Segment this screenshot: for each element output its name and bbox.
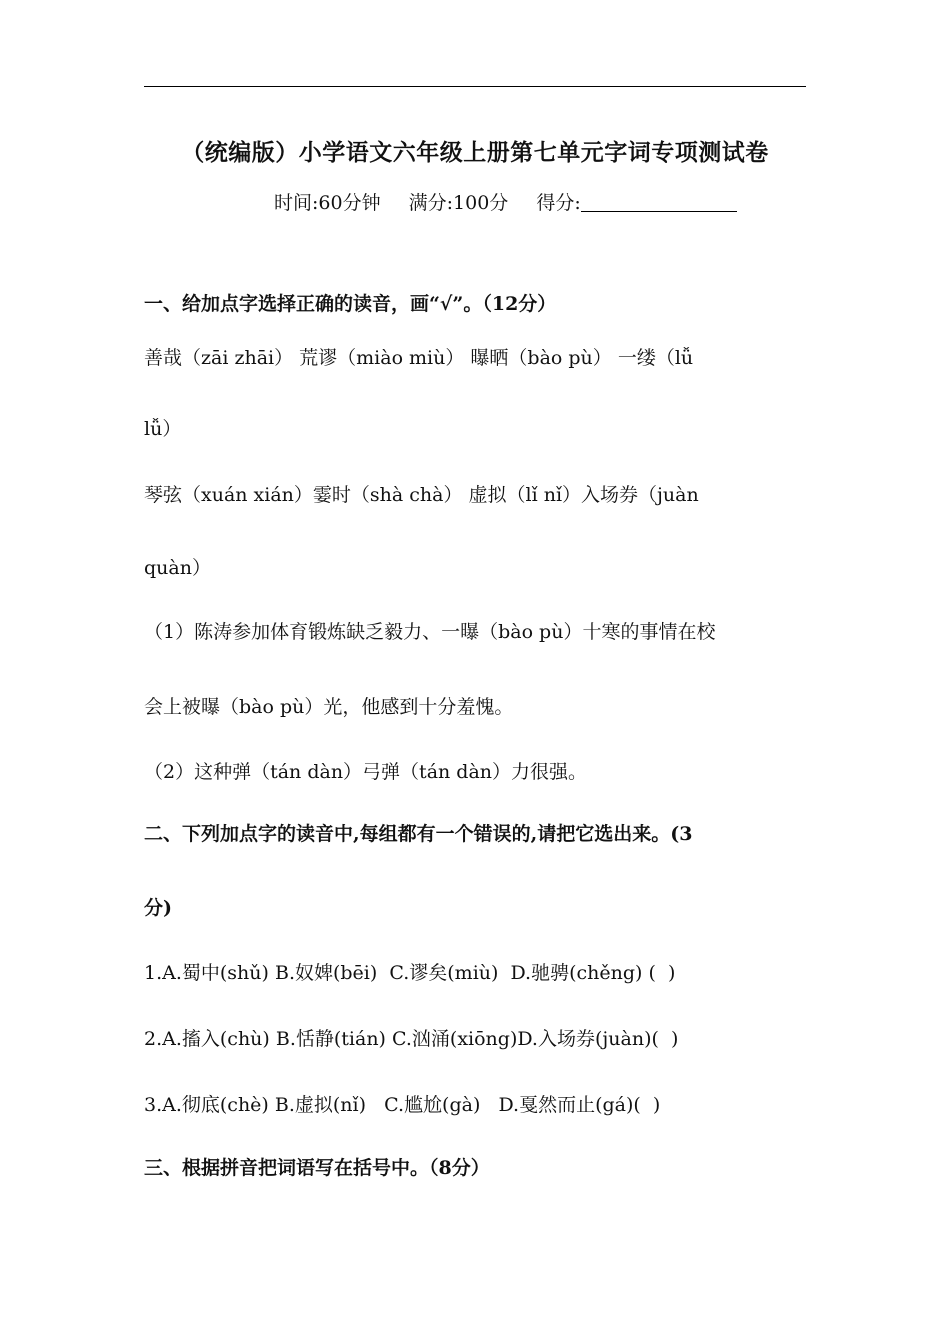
section1-heading: 一、给加点字选择正确的读音，画“√”。（12分） — [144, 293, 557, 315]
score-label: 得分: — [536, 192, 581, 214]
section2-question-3: 3.A.彻底(chè) B.虚拟(nǐ) C.尴尬(gà) D.戛然而止(gá)( ) — [144, 1094, 661, 1116]
section1-sentence1: （1）陈涛参加体育锻炼缺乏毅力、一曝（bào pù）十寒的事情在校 — [144, 621, 716, 643]
top-rule — [144, 86, 806, 87]
full-score: 满分:100分 — [408, 192, 509, 214]
section2-heading-cont: 分) — [144, 897, 172, 919]
section1-row1-cont: lǚ） — [144, 418, 182, 440]
page-title: （统编版）小学语文六年级上册第七单元字词专项测试卷 — [181, 139, 769, 166]
section1-row1: 善哉（zāi zhāi） 荒谬（miào miù） 曝晒（bào pù） 一缕（lǚ — [144, 347, 694, 369]
exam-meta — [274, 188, 737, 215]
section3-heading: 三、根据拼音把词语写在括号中。（8分） — [144, 1157, 490, 1179]
time-limit: 时间:60分钟 — [274, 192, 381, 214]
section1-sentence2: （2）这种弹（tán dàn）弓弹（tán dàn）力很强。 — [144, 761, 588, 783]
section2-question-2: 2.A.搐入(chù) B.恬静(tián) C.汹涌(xiōng)D.入场券(juàn)( ) — [144, 1028, 679, 1050]
score-blank[interactable] — [581, 193, 737, 212]
section1-row2: 琴弦（xuán xián）霎时（shà chà） 虚拟（lǐ nǐ）入场券（juàn — [144, 484, 699, 506]
section1-sentence1-cont: 会上被曝（bào pù）光，他感到十分羞愧。 — [144, 696, 514, 718]
section2-heading: 二、下列加点字的读音中,每组都有一个错误的,请把它选出来。(3 — [144, 823, 693, 845]
section1-row2-cont: quàn） — [144, 557, 211, 579]
section2-question-1: 1.A.蜀中(shǔ) B.奴婢(bēi) C.谬矣(miù) D.驰骋(chěng) ( ) — [144, 962, 676, 984]
